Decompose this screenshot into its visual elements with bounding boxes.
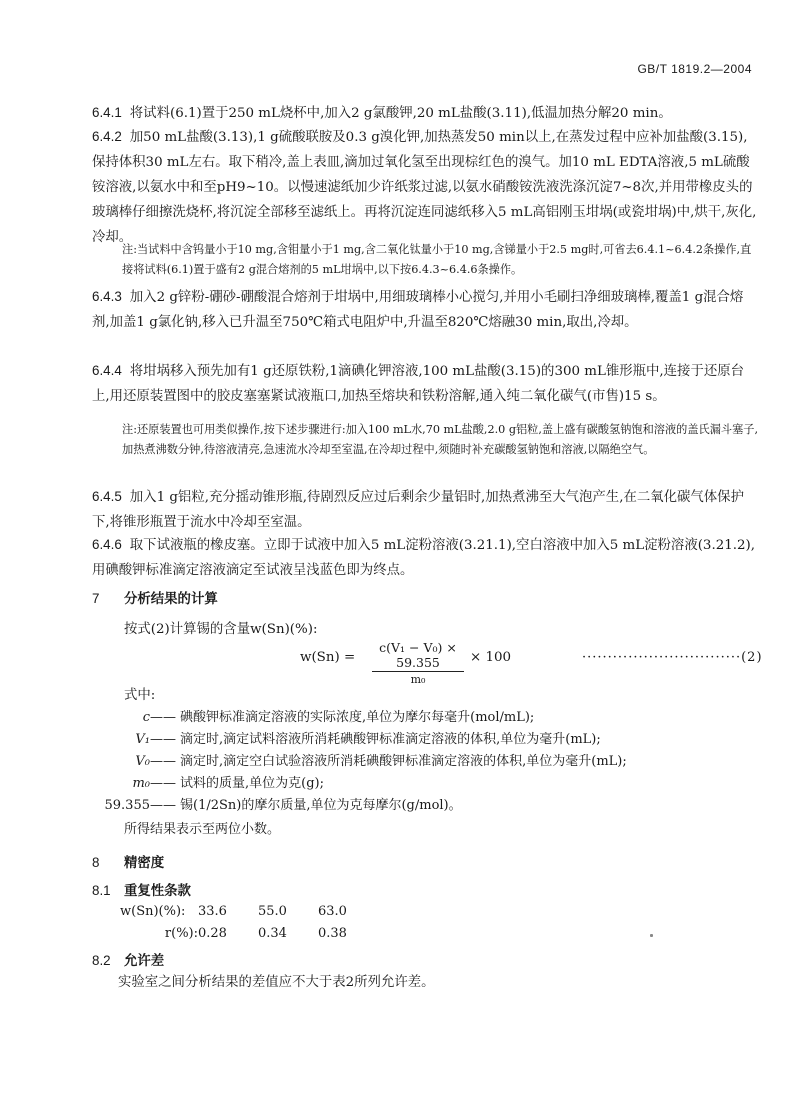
section-title: 精密度 xyxy=(124,855,165,871)
row-value: 63.0 xyxy=(318,904,347,919)
definition-v0: V₀—— 滴定时,滴定空白试验溶液所消耗碘酸钾标准滴定溶液的体积,单位为毫升(mL); xyxy=(130,750,627,769)
repeatability-row-limit xyxy=(120,926,378,941)
formula-number-leader: ·······························(2) xyxy=(582,650,763,665)
formula-number: (2) xyxy=(741,650,763,665)
section-title: 重复性条款 xyxy=(124,883,191,899)
clause-number: 6.4.3 xyxy=(92,289,122,304)
standard-code: GB/T 1819.2—2004 xyxy=(637,62,752,76)
section-title: 允许差 xyxy=(124,953,165,969)
allowable-difference-text: 实验室之间分析结果的差值应不大于表2所列允许差。 xyxy=(118,975,435,990)
definition-text: 滴定时,滴定空白试验溶液所消耗碘酸钾标准滴定溶液的体积,单位为毫升(mL); xyxy=(180,754,627,769)
formula-intro: 按式(2)计算锡的含量w(Sn)(%): xyxy=(124,622,318,637)
result-precision-note: 所得结果表示至两位小数。 xyxy=(124,822,281,837)
definition-symbol: 59.355 xyxy=(104,798,150,813)
clause-6-4-2 xyxy=(92,124,757,250)
definition-m0: m₀—— 试料的质量,单位为克(g); xyxy=(130,772,324,791)
definition-text: 碘酸钾标准滴定溶液的实际浓度,单位为摩尔每毫升(mol/mL); xyxy=(180,710,535,725)
definition-molar-mass: 59.355—— 锡(1/2Sn)的摩尔质量,单位为克每摩尔(g/mol)。 xyxy=(92,794,462,813)
section-number: 8.1 xyxy=(92,883,111,898)
note-1: 注:当试料中含钨量小于10 mg,含钼量小于1 mg,含二氧化钛量小于10 mg,含锑量小于2.5 mg时,可省去6.4.1~6.4.2条操作,直接将试料(6.1)置于盛有2 g混合熔剂的5 mL坩埚中,以下按6.4.3~6.4.6条操作。 xyxy=(122,243,752,276)
clause-number: 6.4.2 xyxy=(92,129,122,144)
section-number: 8 xyxy=(92,855,100,870)
definition-text: 试料的质量,单位为克(g); xyxy=(180,776,324,791)
where-label: 式中: xyxy=(124,688,156,703)
row-label: w(Sn)(%): xyxy=(120,904,186,919)
definition-symbol: V₁ xyxy=(135,732,150,747)
clause-text: 取下试液瓶的橡皮塞。立即于试液中加入5 mL淀粉溶液(3.21.1),空白溶液中加入5 mL淀粉溶液(3.21.2),用碘酸钾标准滴定溶液滴定至试液呈浅蓝色即为终点。 xyxy=(92,538,756,578)
clause-number: 6.4.5 xyxy=(92,489,122,504)
clause-6-4-3 xyxy=(92,284,757,335)
row-value: 0.28 xyxy=(198,926,227,941)
clause-6-4-6 xyxy=(92,532,757,583)
clause-text: 将试料(6.1)置于250 mL烧杯中,加入2 g氯酸钾,20 mL盐酸(3.11),低温加热分解20 min。 xyxy=(129,106,672,121)
subsection-8-1-heading xyxy=(92,880,191,899)
section-8-heading xyxy=(92,852,164,871)
clause-number: 6.4.4 xyxy=(92,363,122,378)
definition-symbol: c xyxy=(142,710,150,725)
clause-text: 将坩埚移入预先加有1 g还原铁粉,1滴碘化钾溶液,100 mL盐酸(3.15)的300 mL锥形瓶中,连接于还原台上,用还原装置图中的胶皮塞塞紧试液瓶口,加热至熔块和铁粉溶解,通入纯二氧化碳气(市售)15 s。 xyxy=(92,364,745,404)
formula-lhs: w(Sn) = xyxy=(300,650,356,665)
clause-number: 6.4.6 xyxy=(92,537,122,552)
row-label: r(%): xyxy=(164,926,198,941)
row-value: 0.34 xyxy=(258,926,287,941)
section-title: 分析结果的计算 xyxy=(124,591,218,607)
formula-numerator: c(V₁ − V₀) × 59.355 xyxy=(372,640,464,672)
formula-denominator: m₀ xyxy=(410,673,426,686)
section-number: 7 xyxy=(92,591,100,606)
definition-text: 锡(1/2Sn)的摩尔质量,单位为克每摩尔(g/mol)。 xyxy=(180,798,462,813)
definition-symbol: m₀ xyxy=(132,776,150,791)
clause-number: 6.4.1 xyxy=(92,105,122,120)
definition-text: 滴定时,滴定试料溶液所消耗碘酸钾标准滴定溶液的体积,单位为毫升(mL); xyxy=(180,732,601,747)
clause-6-4-5 xyxy=(92,484,757,535)
subsection-8-2-heading xyxy=(92,950,164,969)
definition-symbol: V₀ xyxy=(135,754,150,769)
repeatability-row-content xyxy=(120,904,378,919)
definition-c: c—— 碘酸钾标准滴定溶液的实际浓度,单位为摩尔每毫升(mol/mL); xyxy=(130,706,534,725)
formula-rhs: × 100 xyxy=(470,650,512,665)
row-value: 0.38 xyxy=(318,926,347,941)
clause-text: 加入2 g锌粉-硼砂-硼酸混合熔剂于坩埚中,用细玻璃棒小心搅匀,并用小毛刷扫净细玻璃棒,覆盖1 g混合熔剂,加盖1 g氯化钠,移入已升温至750℃箱式电阻炉中,升温至820℃熔融30 min,取出,冷却。 xyxy=(92,290,744,330)
formula-fraction xyxy=(372,640,464,686)
row-value: 33.6 xyxy=(198,904,227,919)
clause-6-4-4 xyxy=(92,358,757,409)
row-value: 55.0 xyxy=(258,904,287,919)
definition-v1: V₁—— 滴定时,滴定试料溶液所消耗碘酸钾标准滴定溶液的体积,单位为毫升(mL); xyxy=(130,728,601,747)
section-7-heading xyxy=(92,588,218,607)
clause-6-4-1 xyxy=(92,100,757,126)
note-2: 注:还原装置也可用类似操作,按下述步骤进行:加入100 mL水,70 mL盐酸,2.0 g铝粒,盖上盛有碳酸氢钠饱和溶液的盖氏漏斗塞子,加热煮沸数分钟,待溶液清亮,急速流水冷却至室温,在冷却过程中,须随时补充碳酸氢钠饱和溶液,以隔绝空气。 xyxy=(122,423,759,456)
scan-speck xyxy=(650,934,653,937)
clause-text: 加50 mL盐酸(3.13),1 g硫酸联胺及0.3 g溴化钾,加热蒸发50 min以上,在蒸发过程中应补加盐酸(3.15),保持体积30 mL左右。取下稍冷,盖上表皿,滴加过氧化氢至出现棕红色的溴气。加10 mL EDTA溶液,5 mL硫酸铵溶液,以氨水中和至pH9~10。以慢速滤纸加少许纸浆过滤,以氨水硝酸铵洗液洗涤沉淀7~8次,并用带橡皮头的玻璃棒仔细擦洗烧杯,将沉淀全部移至滤纸上。再将沉淀连同滤纸移入5 mL高铝刚玉坩埚(或瓷坩埚)中,烘干,灰化,冷却。 xyxy=(92,130,757,245)
clause-text: 加入1 g铝粒,充分摇动锥形瓶,待剧烈反应过后剩余少量铝时,加热煮沸至大气泡产生,在二氧化碳气体保护下,将锥形瓶置于流水中冷却至室温。 xyxy=(92,490,744,530)
section-number: 8.2 xyxy=(92,953,111,968)
